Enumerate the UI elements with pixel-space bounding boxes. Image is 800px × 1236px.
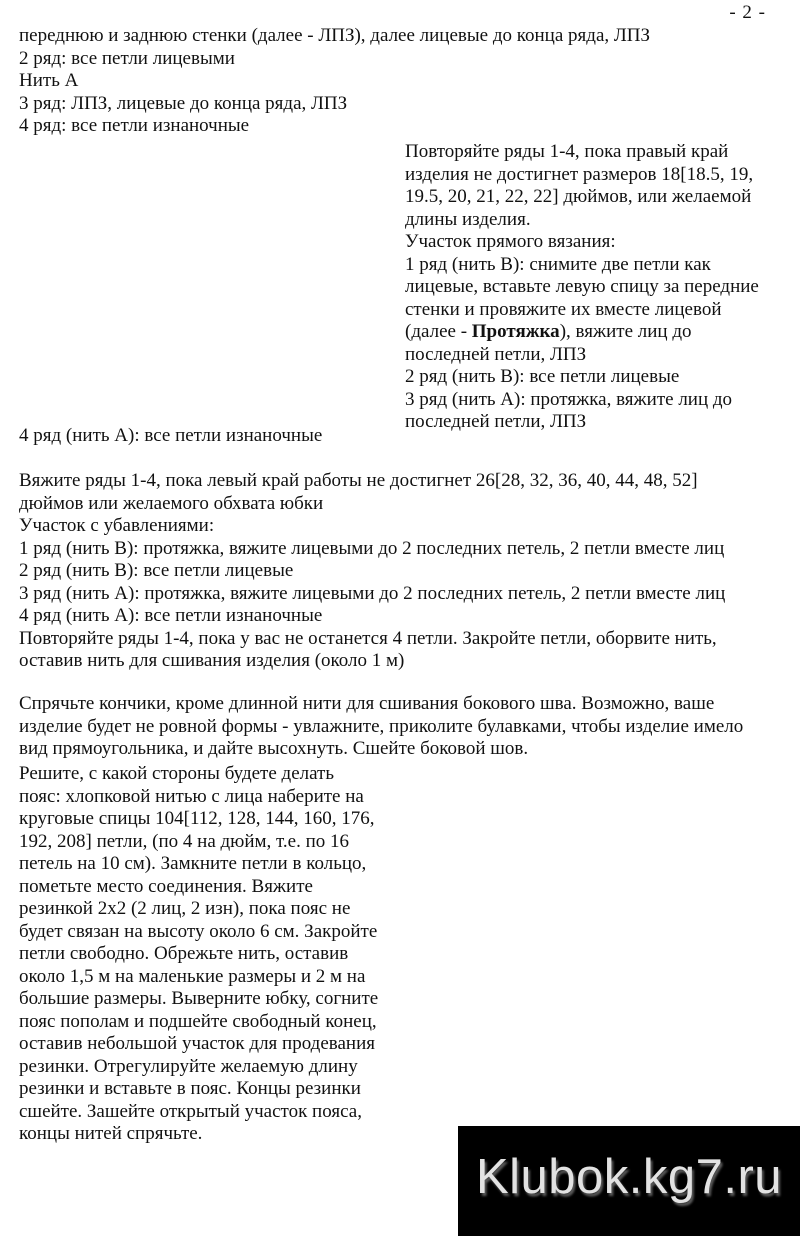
text-line: 192, 208] петли, (по 4 на дюйм, т.е. по 16 [19, 830, 350, 852]
text-line: 2 ряд: все петли лицевыми [19, 47, 235, 69]
text-line: 1 ряд (нить В): снимите две петли как [405, 253, 711, 275]
text-line: оставив нить для сшивания изделия (около 1 м) [19, 650, 405, 671]
text-line: петель на 10 см). Замкните петли в кольцо, [19, 853, 367, 874]
text-line: изделие будет не ровной формы - увлажните, приколите булавками, чтобы изделие имело [19, 715, 744, 737]
text-line: дюймов или желаемого обхвата юбки [19, 492, 324, 514]
text-line: длины изделия. [405, 208, 531, 230]
text-line: 3 ряд (нить А): протяжка, вяжите лицевыми до 2 последних петель, 2 петли вместе лиц [19, 582, 726, 604]
text-line: концы нитей спрячьте. [19, 1123, 203, 1144]
text-line: резинкой 2х2 (2 лиц, 2 изн), пока пояс не [19, 898, 351, 919]
text-line: (далее - Протяжка), вяжите лиц до [405, 321, 692, 342]
paragraph-finishing [19, 693, 743, 761]
text-line: большие размеры. Выверните юбку, согните [19, 988, 379, 1009]
text-line: 3 ряд: ЛПЗ, лицевые до конца ряда, ЛПЗ [19, 92, 348, 114]
text-line: 1 ряд (нить В): протяжка, вяжите лицевыми до 2 последних петель, 2 петли вместе лиц [19, 537, 725, 559]
text-line: последней петли, ЛПЗ [405, 343, 587, 365]
text-line: пояс: хлопковой нитью с лица наберите на [19, 785, 364, 807]
paragraph-straight-knitting-section [405, 141, 759, 434]
text-line: Участок с убавлениями: [19, 515, 215, 536]
text-line: Повторяйте ряды 1-4, пока у вас не останется 4 петли. Закройте петли, оборвите нить, [19, 627, 717, 649]
text-line: Нить А [19, 70, 79, 91]
text-line: оставив небольшой участок для продевания [19, 1033, 375, 1054]
text-line: 2 ряд (нить В): все петли лицевые [405, 366, 680, 387]
text-line: пометьте место соединения. Вяжите [19, 875, 313, 897]
paragraph-decrease-section [19, 470, 725, 673]
text-line: 4 ряд (нить А): все петли изнаночные [19, 425, 323, 446]
text-line: Повторяйте ряды 1-4, пока правый край [405, 141, 729, 162]
text-line: 2 ряд (нить В): все петли лицевые [19, 560, 294, 581]
text-line: пояс пополам и подшейте свободный конец, [19, 1010, 377, 1032]
text-line: Решите, с какой стороны будете делать [19, 763, 335, 784]
text-line: около 1,5 м на маленькие размеры и 2 м на [19, 965, 366, 987]
text-line: будет связан на высоту около 6 см. Закройте [19, 920, 378, 942]
page-number: - 2 - [729, 2, 766, 23]
text-line: последней петли, ЛПЗ [405, 411, 587, 432]
text-line: Участок прямого вязания: [405, 231, 616, 252]
text-line: круговые спицы 104[112, 128, 144, 160, 176, [19, 808, 375, 829]
text-line: петли свободно. Обрежьте нить, оставив [19, 943, 349, 964]
text-line: стенки и провяжите их вместе лицевой [405, 298, 722, 320]
text-line: 3 ряд (нить А): протяжка, вяжите лиц до [405, 388, 733, 410]
text-line: вид прямоугольника, и дайте высохнуть. Сшейте боковой шов. [19, 738, 529, 759]
text-line: 4 ряд: все петли изнаночные [19, 115, 250, 136]
text-line: Вяжите ряды 1-4, пока левый край работы не достигнет 26[28, 32, 36, 40, 44, 48, 52] [19, 470, 698, 491]
text-line: лицевые, вставьте левую спицу за передние [405, 276, 759, 297]
text-line: 19.5, 20, 21, 22, 22] дюймов, или желаемой [405, 186, 752, 207]
watermark-text: Klubok.kg7.ru [475, 1149, 783, 1204]
text-line: 4 ряд (нить А): все петли изнаночные [19, 605, 323, 626]
text-line: сшейте. Зашейте открытый участок пояса, [19, 1100, 362, 1122]
paragraph-rows-1-4-top [19, 25, 650, 138]
text-line: Спрячьте кончики, кроме длинной нити для сшивания бокового шва. Возможно, ваше [19, 693, 715, 714]
text-line: резинки. Отрегулируйте желаемую длину [19, 1055, 358, 1077]
paragraph-waistband [19, 763, 378, 1146]
paragraph-row4-thread-a [19, 425, 322, 448]
text-line: изделия не достигнет размеров 18[18.5, 19, [405, 163, 754, 185]
watermark-badge [458, 1126, 800, 1236]
text-line: переднюю и заднюю стенки (далее - ЛПЗ), далее лицевые до конца ряда, ЛПЗ [19, 25, 650, 46]
text-line: резинки и вставьте в пояс. Концы резинки [19, 1078, 361, 1099]
